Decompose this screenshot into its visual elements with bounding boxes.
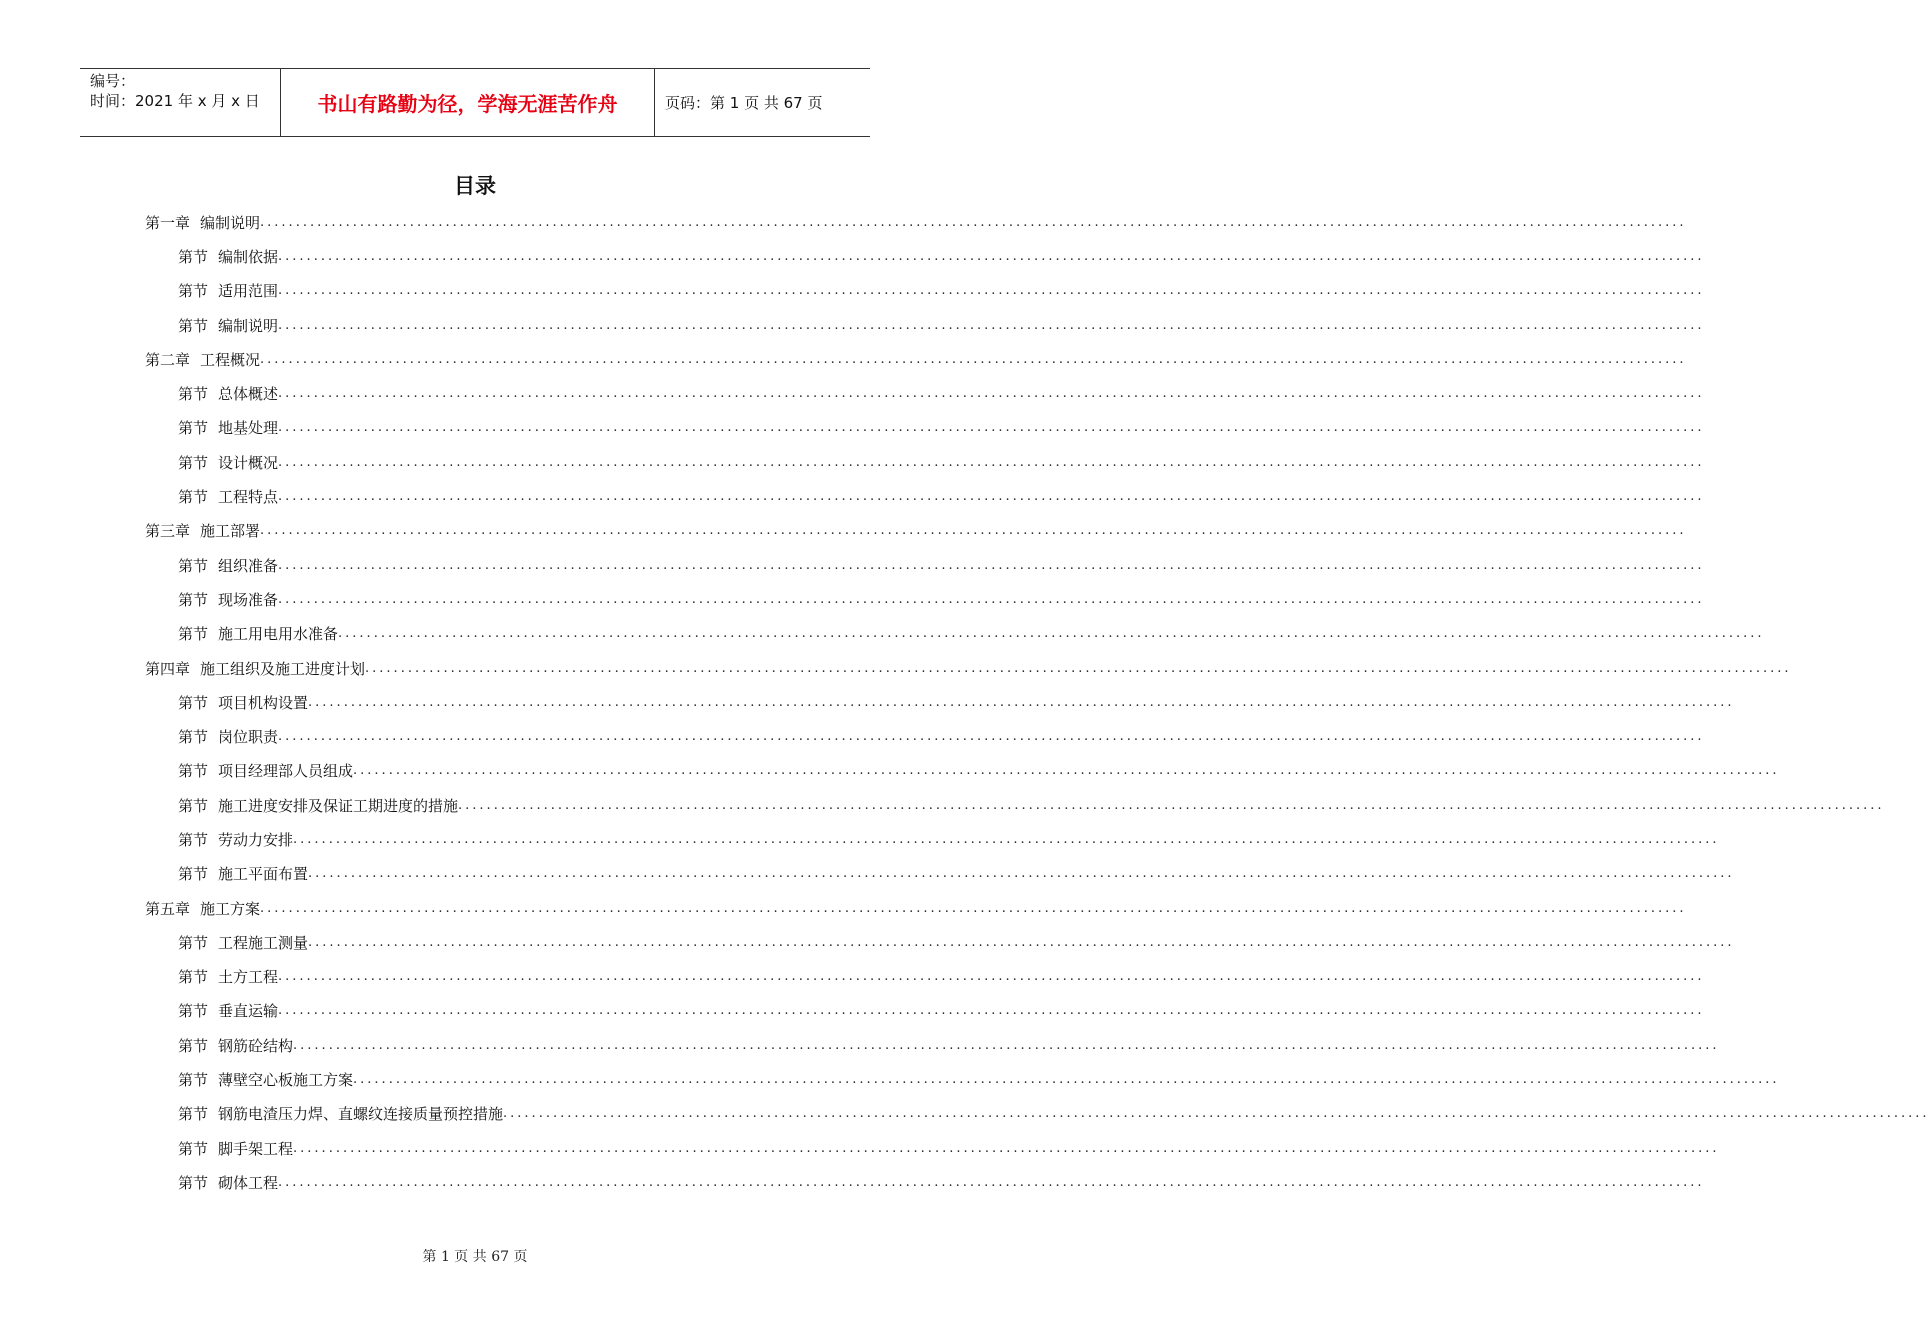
- toc-dot-leader: ........................................................................................................................................................................................................: [278, 1174, 1705, 1190]
- toc-section-entry[interactable]: [145, 376, 1705, 410]
- toc-entry-label: [178, 486, 278, 507]
- toc-section-entry[interactable]: [145, 548, 1705, 582]
- toc-dot-leader: ........................................................................................................................................................................................................: [278, 557, 1705, 573]
- document-date: 时间：2021 年 x 月 x 日: [90, 92, 260, 110]
- toc-entry-text: 总体概述: [218, 385, 279, 404]
- toc-dot-leader: ........................................................................................................................................................................................................: [260, 351, 1687, 367]
- toc-dot-leader: ........................................................................................................................................................................................................: [278, 454, 1705, 470]
- toc-dot-leader: ........................................................................................................................................................................................................: [353, 763, 1780, 779]
- toc-entry-text: 工程概况: [200, 350, 261, 369]
- header-motto: 书山有路勤为径，学海无涯苦作舟: [281, 69, 655, 136]
- toc-entry-text: 组织准备: [218, 556, 279, 575]
- toc-dot-leader: ........................................................................................................................................................................................................: [308, 694, 1735, 710]
- toc-entry-text: 施工平面布置: [218, 865, 309, 884]
- toc-entry-prefix: 第节: [178, 762, 209, 781]
- toc-entry-prefix: 第一章: [145, 213, 191, 232]
- toc-dot-leader: ........................................................................................................................................................................................................: [278, 729, 1705, 745]
- toc-dot-leader: ........................................................................................................................................................................................................: [503, 1106, 1930, 1122]
- toc-entry-text: 施工进度安排及保证工期进度的措施: [218, 796, 459, 815]
- toc-dot-leader: ........................................................................................................................................................................................................: [278, 386, 1705, 402]
- toc-entry-text: 施工用电用水准备: [218, 625, 339, 644]
- toc-entry-prefix: 第节: [178, 453, 209, 472]
- toc-entry-prefix: 第节: [178, 419, 209, 438]
- document-header: [80, 68, 870, 137]
- toc-section-entry[interactable]: [145, 719, 1705, 753]
- toc-entry-text: 施工部署: [200, 522, 261, 541]
- toc-entry-text: 设计概况: [218, 453, 279, 472]
- toc-entry-prefix: 第四章: [145, 659, 191, 678]
- toc-section-entry[interactable]: [145, 685, 1735, 719]
- toc-entry-text: 适用范围: [218, 282, 279, 301]
- toc-entry-text: 编制说明: [218, 316, 279, 335]
- toc-entry-prefix: 第节: [178, 1139, 209, 1158]
- toc-section-entry[interactable]: [145, 1165, 1705, 1199]
- toc-entry-label: [178, 1103, 503, 1124]
- toc-section-entry[interactable]: [145, 1097, 1930, 1131]
- toc-dot-leader: ........................................................................................................................................................................................................: [293, 1037, 1720, 1053]
- toc-section-entry[interactable]: [145, 1028, 1720, 1062]
- toc-dot-leader: ........................................................................................................................................................................................................: [278, 248, 1705, 264]
- toc-entry-text: 钢筋砼结构: [218, 1036, 294, 1055]
- toc-dot-leader: ........................................................................................................................................................................................................: [353, 1072, 1780, 1088]
- toc-entry-text: 劳动力安排: [218, 830, 294, 849]
- toc-entry-label: [178, 246, 278, 267]
- document-number: 编号：: [90, 72, 136, 90]
- toc-entry-text: 编制说明: [200, 213, 261, 232]
- toc-entry-prefix: 第节: [178, 590, 209, 609]
- toc-section-entry[interactable]: [145, 960, 1705, 994]
- toc-section-entry[interactable]: [145, 788, 1885, 822]
- toc-entry-prefix: 第节: [178, 625, 209, 644]
- toc-section-entry[interactable]: [145, 822, 1720, 856]
- toc-dot-leader: ........................................................................................................................................................................................................: [458, 797, 1885, 813]
- header-page-info: 页码：第 1 页 共 67 页: [665, 94, 823, 112]
- toc-title: 目录: [454, 174, 496, 198]
- toc-dot-leader: ........................................................................................................................................................................................................: [278, 317, 1705, 333]
- table-of-contents: [145, 205, 1930, 1200]
- toc-entry-label: [178, 795, 458, 816]
- toc-entry-label: [145, 898, 260, 919]
- toc-entry-label: [178, 623, 338, 644]
- toc-entry-prefix: 第三章: [145, 522, 191, 541]
- toc-entry-label: [178, 452, 278, 473]
- toc-entry-label: [178, 1172, 278, 1193]
- toc-entry-label: [178, 1069, 353, 1090]
- toc-dot-leader: ........................................................................................................................................................................................................: [308, 934, 1735, 950]
- toc-entry-label: [178, 280, 278, 301]
- toc-entry-text: 脚手架工程: [218, 1139, 294, 1158]
- toc-section-entry[interactable]: [145, 617, 1765, 651]
- toc-entry-text: 垂直运输: [218, 1002, 279, 1021]
- toc-entry-label: [178, 692, 308, 713]
- toc-entry-text: 现场准备: [218, 590, 279, 609]
- toc-entry-label: [178, 1138, 293, 1159]
- toc-section-entry[interactable]: [145, 308, 1705, 342]
- toc-entry-label: [145, 520, 260, 541]
- toc-dot-leader: ........................................................................................................................................................................................................: [278, 969, 1705, 985]
- toc-section-entry[interactable]: [145, 274, 1705, 308]
- toc-entry-text: 工程施工测量: [218, 933, 309, 952]
- toc-entry-label: [178, 1000, 278, 1021]
- toc-entry-label: [178, 383, 278, 404]
- toc-entry-prefix: 第节: [178, 488, 209, 507]
- toc-entry-text: 施工方案: [200, 899, 261, 918]
- toc-section-entry[interactable]: [145, 994, 1705, 1028]
- toc-entry-text: 岗位职责: [218, 728, 279, 747]
- toc-dot-leader: ........................................................................................................................................................................................................: [260, 900, 1687, 916]
- toc-entry-text: 土方工程: [218, 968, 279, 987]
- toc-dot-leader: ........................................................................................................................................................................................................: [308, 866, 1735, 882]
- toc-entry-prefix: 第节: [178, 556, 209, 575]
- toc-entry-text: 施工组织及施工进度计划: [200, 659, 366, 678]
- toc-entry-text: 砌体工程: [218, 1173, 279, 1192]
- toc-section-entry[interactable]: [145, 582, 1705, 616]
- toc-entry-prefix: 第节: [178, 247, 209, 266]
- toc-dot-leader: ........................................................................................................................................................................................................: [293, 831, 1720, 847]
- toc-entry-text: 钢筋电渣压力焊、直螺纹连接质量预控措施: [218, 1105, 504, 1124]
- toc-dot-leader: ........................................................................................................................................................................................................: [278, 420, 1705, 436]
- toc-entry-label: [145, 658, 365, 679]
- toc-section-entry[interactable]: [145, 925, 1735, 959]
- toc-entry-prefix: 第节: [178, 728, 209, 747]
- toc-entry-label: [178, 726, 278, 747]
- toc-entry-label: [178, 315, 278, 336]
- toc-entry-prefix: 第节: [178, 316, 209, 335]
- toc-section-entry[interactable]: [145, 411, 1705, 445]
- toc-chapter-entry[interactable]: [145, 891, 1687, 925]
- toc-chapter-entry[interactable]: [145, 651, 1792, 685]
- toc-entry-prefix: 第节: [178, 1105, 209, 1124]
- toc-entry-prefix: 第节: [178, 1036, 209, 1055]
- toc-entry-text: 地基处理: [218, 419, 279, 438]
- toc-entry-label: [178, 589, 278, 610]
- toc-entry-text: 工程特点: [218, 488, 279, 507]
- toc-entry-label: [178, 417, 278, 438]
- toc-entry-prefix: 第节: [178, 1002, 209, 1021]
- toc-dot-leader: ........................................................................................................................................................................................................: [338, 626, 1765, 642]
- toc-entry-label: [178, 829, 293, 850]
- toc-section-entry[interactable]: [145, 479, 1705, 513]
- page-footer: 第 1 页 共 67 页: [422, 1249, 528, 1265]
- toc-dot-leader: ........................................................................................................................................................................................................: [278, 283, 1705, 299]
- toc-entry-label: [178, 760, 353, 781]
- toc-entry-label: [145, 349, 260, 370]
- toc-entry-prefix: 第二章: [145, 350, 191, 369]
- toc-section-entry[interactable]: [145, 1131, 1720, 1165]
- toc-entry-prefix: 第节: [178, 1173, 209, 1192]
- toc-section-entry[interactable]: [145, 239, 1705, 273]
- toc-entry-prefix: 第节: [178, 830, 209, 849]
- toc-dot-leader: ........................................................................................................................................................................................................: [260, 214, 1687, 230]
- toc-entry-text: 项目经理部人员组成: [218, 762, 354, 781]
- toc-dot-leader: ........................................................................................................................................................................................................: [278, 489, 1705, 505]
- toc-entry-prefix: 第节: [178, 933, 209, 952]
- toc-dot-leader: ........................................................................................................................................................................................................: [278, 1003, 1705, 1019]
- toc-dot-leader: ........................................................................................................................................................................................................: [293, 1140, 1720, 1156]
- toc-entry-prefix: 第节: [178, 385, 209, 404]
- toc-dot-leader: ........................................................................................................................................................................................................: [278, 591, 1705, 607]
- toc-section-entry[interactable]: [145, 857, 1735, 891]
- toc-entry-prefix: 第节: [178, 865, 209, 884]
- toc-entry-text: 编制依据: [218, 247, 279, 266]
- toc-section-entry[interactable]: [145, 445, 1705, 479]
- toc-entry-prefix: 第节: [178, 968, 209, 987]
- toc-entry-label: [178, 1035, 293, 1056]
- toc-entry-text: 薄壁空心板施工方案: [218, 1071, 354, 1090]
- toc-dot-leader: ........................................................................................................................................................................................................: [365, 660, 1792, 676]
- toc-dot-leader: ........................................................................................................................................................................................................: [260, 523, 1687, 539]
- toc-chapter-entry[interactable]: [145, 205, 1687, 239]
- header-meta: [80, 69, 281, 136]
- toc-entry-label: [178, 966, 278, 987]
- toc-entry-text: 项目机构设置: [218, 693, 309, 712]
- toc-entry-prefix: 第节: [178, 282, 209, 301]
- toc-entry-prefix: 第节: [178, 1071, 209, 1090]
- toc-entry-label: [178, 863, 308, 884]
- toc-entry-prefix: 第节: [178, 796, 209, 815]
- toc-entry-label: [145, 212, 260, 233]
- toc-entry-prefix: 第五章: [145, 899, 191, 918]
- toc-section-entry[interactable]: [145, 1062, 1780, 1096]
- toc-chapter-entry[interactable]: [145, 342, 1687, 376]
- toc-entry-label: [178, 932, 308, 953]
- toc-chapter-entry[interactable]: [145, 514, 1687, 548]
- toc-entry-label: [178, 555, 278, 576]
- toc-section-entry[interactable]: [145, 754, 1780, 788]
- toc-entry-prefix: 第节: [178, 693, 209, 712]
